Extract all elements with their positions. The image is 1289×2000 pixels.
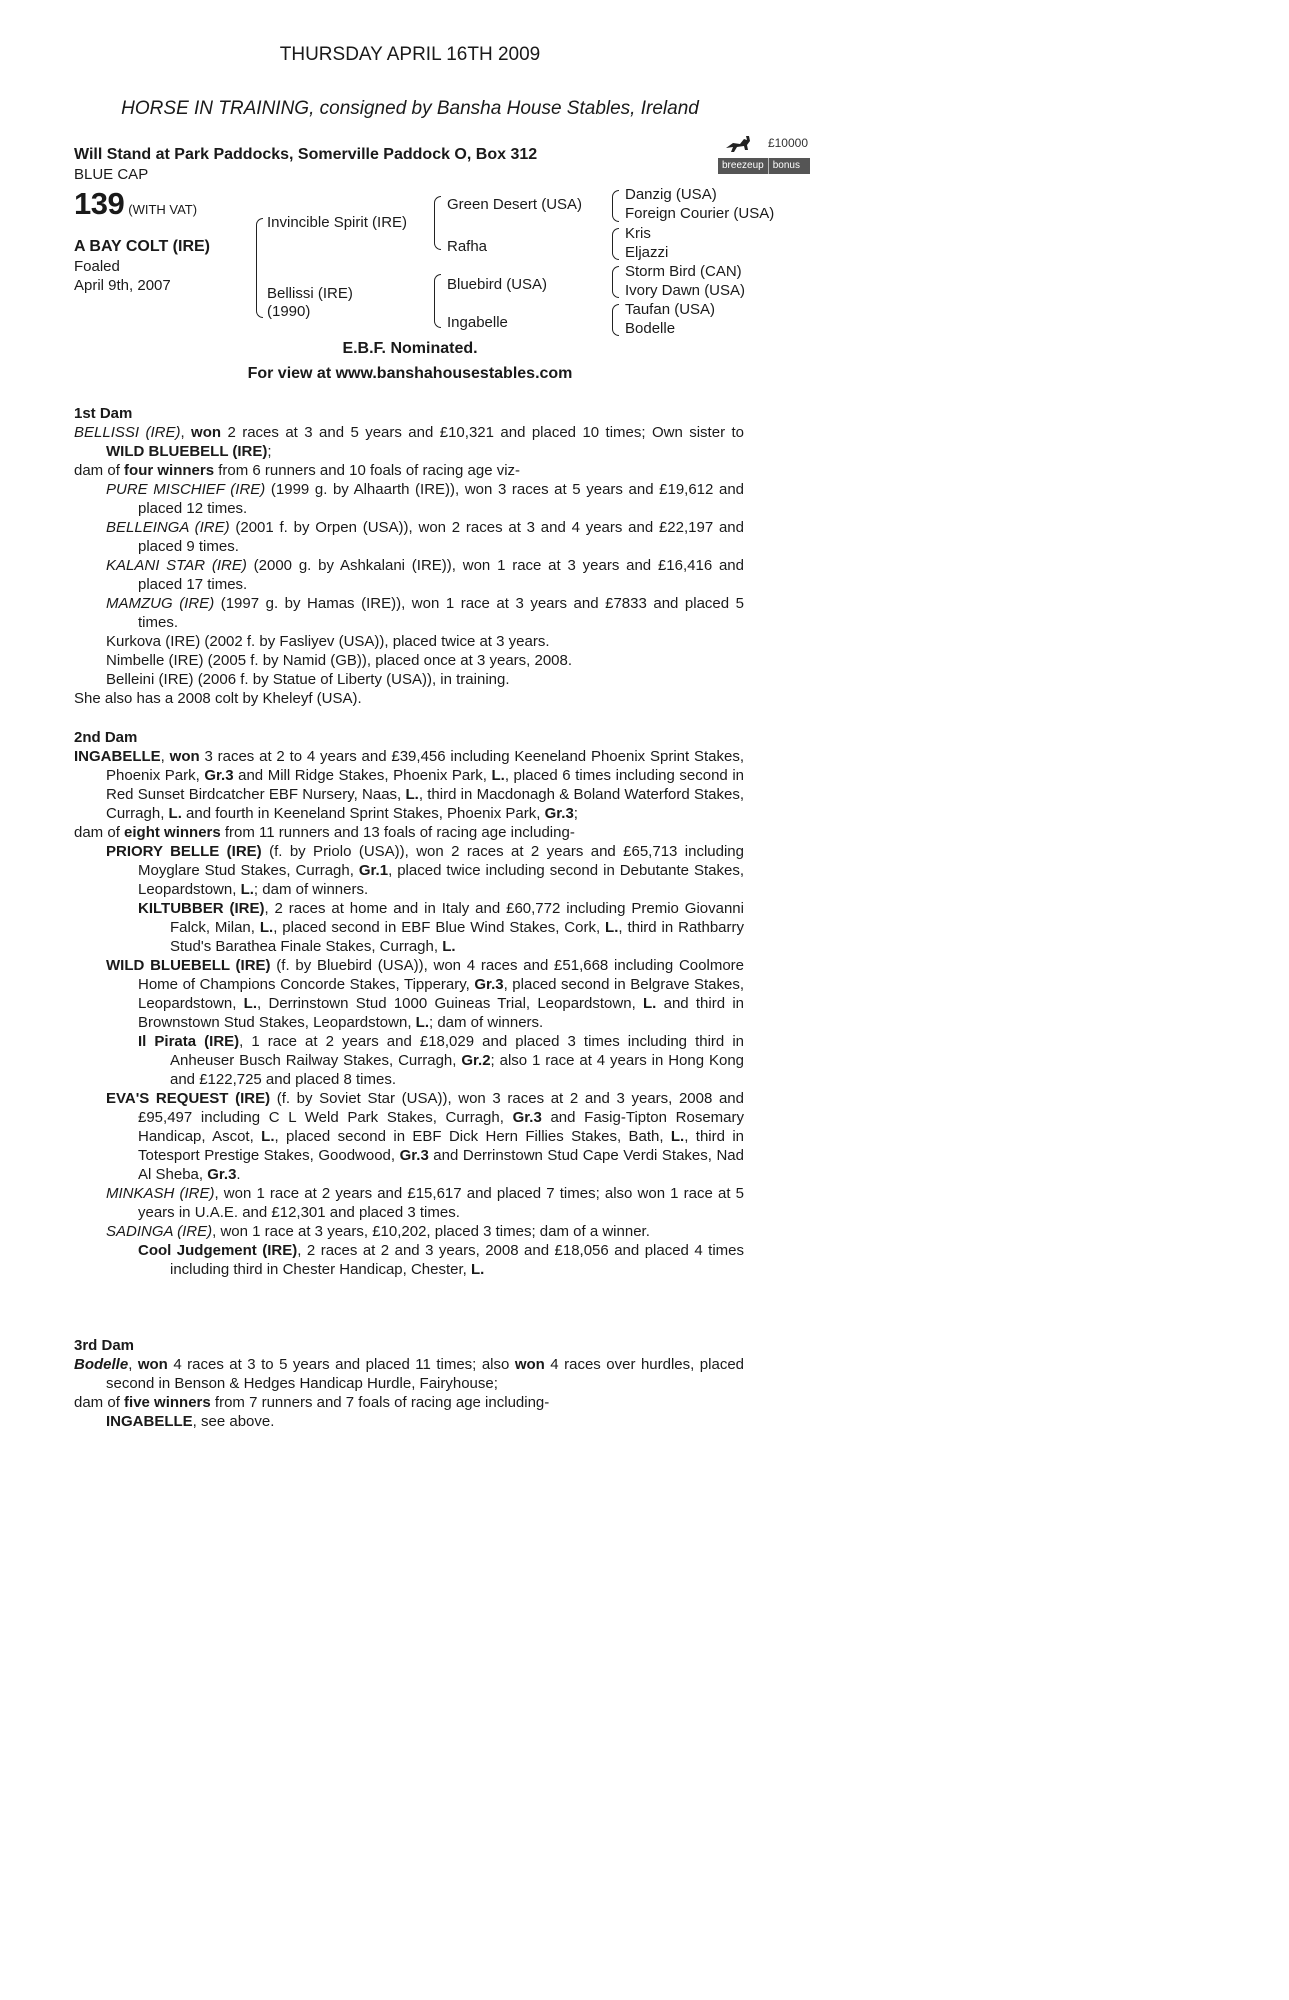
third-dam-section: [74, 1336, 744, 1431]
pedigree-gg-5: Storm Bird (CAN): [625, 263, 742, 280]
lot-number-block: [74, 186, 197, 222]
pedigree-dam-year: (1990): [267, 303, 311, 320]
second-dam-section: [74, 728, 744, 1279]
view-website: For view at www.banshahousestables.com: [247, 365, 573, 382]
pedigree-brace: [612, 190, 619, 222]
pedigree-sire-dam: Rafha: [447, 238, 488, 255]
pedigree-gg-1: Danzig (USA): [625, 186, 717, 203]
produce-item: Belleini (IRE) (2006 f. by Statue of Liberty (USA)), in training.: [106, 671, 510, 688]
foaled-date: April 9th, 2007: [74, 277, 171, 294]
produce-summary: dam of four winners from 6 runners and 10 foals of racing age viz-: [74, 462, 521, 479]
dam-record: BELLISSI (IRE), won 2 races at 3 and 5 years and £10,321 and placed 10 times; Own sister to WILD BLUEBELL (IRE);: [74, 424, 744, 460]
section-heading: 3rd Dam: [74, 1337, 135, 1354]
produce-item: BELLEINGA (IRE) (2001 f. by Orpen (USA)), won 2 races at 3 and 4 years and £22,197 and placed 9 times.: [106, 519, 744, 555]
pedigree-gg-8: Bodelle: [625, 320, 676, 337]
logo-bonus-text: bonus: [768, 158, 804, 174]
produce-item: PURE MISCHIEF (IRE) (1999 g. by Alhaarth (IRE)), won 3 races at 5 years and £19,612 and placed 12 times.: [106, 481, 744, 517]
pedigree-gg-6: Ivory Dawn (USA): [625, 282, 746, 299]
foaled-label: Foaled: [74, 258, 120, 275]
foaled-info: [74, 257, 224, 295]
produce-summary: dam of eight winners from 11 runners and 13 foals of racing age including-: [74, 824, 575, 841]
section-heading: 2nd Dam: [74, 729, 138, 746]
section-heading: 1st Dam: [74, 405, 133, 422]
pedigree-dam-dam: Ingabelle: [447, 314, 508, 331]
pedigree-brace: [434, 196, 441, 250]
pedigree-brace: [256, 218, 263, 318]
consignment-line: HORSE IN TRAINING, consigned by Bansha House Stables, Ireland: [121, 98, 699, 119]
pedigree-brace: [612, 228, 619, 260]
lot-number: 139: [74, 186, 125, 221]
logo-breezeup-text: breezeup: [722, 160, 764, 171]
produce-item: Kurkova (IRE) (2002 f. by Fasliyev (USA)), placed twice at 3 years.: [106, 633, 550, 650]
pedigree-sire: Invincible Spirit (IRE): [267, 214, 408, 231]
produce-item: PRIORY BELLE (IRE) (f. by Priolo (USA)), won 2 races at 2 years and £65,713 including Moyglare Stud Stakes, Curragh, Gr.1, placed twice including second in Debutante Stakes, Leopardstown, L.; dam of winners.: [106, 843, 744, 898]
produce-item: Nimbelle (IRE) (2005 f. by Namid (GB)), placed once at 3 years, 2008.: [106, 652, 573, 669]
horse-name: A BAY COLT (IRE): [74, 238, 211, 255]
dam-record: Bodelle, won 4 races at 3 to 5 years and placed 11 times; also won 4 races over hurdles, placed second in Benson & Hedges Handicap Hurdle, Fairyhouse;: [74, 1356, 744, 1392]
produce-item: She also has a 2008 colt by Kheleyf (USA).: [74, 690, 362, 707]
produce-item: WILD BLUEBELL (IRE) (f. by Bluebird (USA)), won 4 races and £51,668 including Coolmore Home of Champions Concorde Stakes, Tipperary, Gr.3, placed second in Belgrave Stakes, Leopardstown, L., Derrinstown Stud 1000 Guineas Trial, Leopardstown, L. and third in Brownstown Stud Stakes, Leopardstown, L.; dam of winners.: [106, 957, 745, 1031]
produce-item: KILTUBBER (IRE), 2 races at home and in Italy and £60,772 including Premio Giovanni Falck, Milan, L., placed second in EBF Blue Wind Stakes, Cork, L., third in Rathbarry Stud's Barathea Finale Stakes, Curragh, L.: [138, 900, 744, 955]
pedigree-sire-sire: Green Desert (USA): [447, 196, 583, 213]
horse-rider-icon: [724, 134, 754, 156]
sale-date: THURSDAY APRIL 16TH 2009: [279, 44, 541, 65]
pedigree-brace: [434, 274, 441, 328]
stand-location: Will Stand at Park Paddocks, Somerville Paddock O, Box 312: [74, 146, 538, 163]
pedigree-brace: [612, 304, 619, 336]
bonus-amount: £10000: [767, 136, 808, 150]
logo-bar: [718, 158, 810, 174]
produce-item: SADINGA (IRE), won 1 race at 3 years, £10,202, placed 3 times; dam of a winner.: [106, 1223, 650, 1240]
produce-item: INGABELLE, see above.: [106, 1413, 275, 1430]
produce-item: Cool Judgement (IRE), 2 races at 2 and 3 years, 2008 and £18,056 and placed 4 times including third in Chester Handicap, Chester, L.: [138, 1242, 744, 1278]
produce-item: EVA'S REQUEST (IRE) (f. by Soviet Star (USA)), won 3 races at 2 and 3 years, 2008 and £95,497 including C L Weld Park Stakes, Curragh, Gr.3 and Fasig-Tipton Rosemary Handicap, Ascot, L., placed second in EBF Dick Hern Fillies Stakes, Bath, L., third in Totesport Prestige Stakes, Goodwood, Gr.3 and Derrinstown Stud Cape Verdi Stakes, Nad Al Sheba, Gr.3.: [106, 1090, 745, 1183]
pedigree-dam: Bellissi (IRE): [267, 285, 353, 302]
pedigree-dam-sire: Bluebird (USA): [447, 276, 548, 293]
pedigree-gg-3: Kris: [625, 225, 651, 242]
dam-record: INGABELLE, won 3 races at 2 to 4 years and £39,456 including Keeneland Phoenix Sprint Stakes, Phoenix Park, Gr.3 and Mill Ridge Stakes, Phoenix Park, L., placed 6 times including second in Red Sunset Birdcatcher EBF Nursery, Naas, L., third in Macdonagh & Boland Waterford Stakes, Curragh, L. and fourth in Keeneland Sprint Stakes, Phoenix Park, Gr.3;: [74, 748, 745, 822]
produce-summary: dam of five winners from 7 runners and 7 foals of racing age including-: [74, 1394, 550, 1411]
pedigree-gg-7: Taufan (USA): [625, 301, 716, 318]
produce-item: MINKASH (IRE), won 1 race at 2 years and £15,617 and placed 7 times; also won 1 race at 5 years in U.A.E. and £12,301 and placed 3 times.: [106, 1185, 744, 1221]
first-dam-section: [74, 404, 744, 708]
produce-item: KALANI STAR (IRE) (2000 g. by Ashkalani (IRE)), won 1 race at 3 years and £16,416 and placed 17 times.: [106, 557, 744, 593]
ebf-nominated: E.B.F. Nominated.: [342, 340, 478, 357]
produce-item: MAMZUG (IRE) (1997 g. by Hamas (IRE)), won 1 race at 3 years and £7833 and placed 5 times.: [106, 595, 744, 631]
breezeup-bonus-logo: [718, 134, 810, 174]
pedigree-brace: [612, 266, 619, 298]
produce-item: Il Pirata (IRE), 1 race at 2 years and £18,029 and placed 3 times including third in Anheuser Busch Railway Stakes, Curragh, Gr.2; also 1 race at 4 years in Hong Kong and £122,725 and placed 8 times.: [138, 1033, 745, 1088]
pedigree-gg-4: Eljazzi: [625, 244, 669, 261]
vat-note: (WITH VAT): [128, 202, 198, 217]
pedigree-gg-2: Foreign Courier (USA): [625, 205, 775, 222]
cap-colour: BLUE CAP: [74, 166, 149, 183]
